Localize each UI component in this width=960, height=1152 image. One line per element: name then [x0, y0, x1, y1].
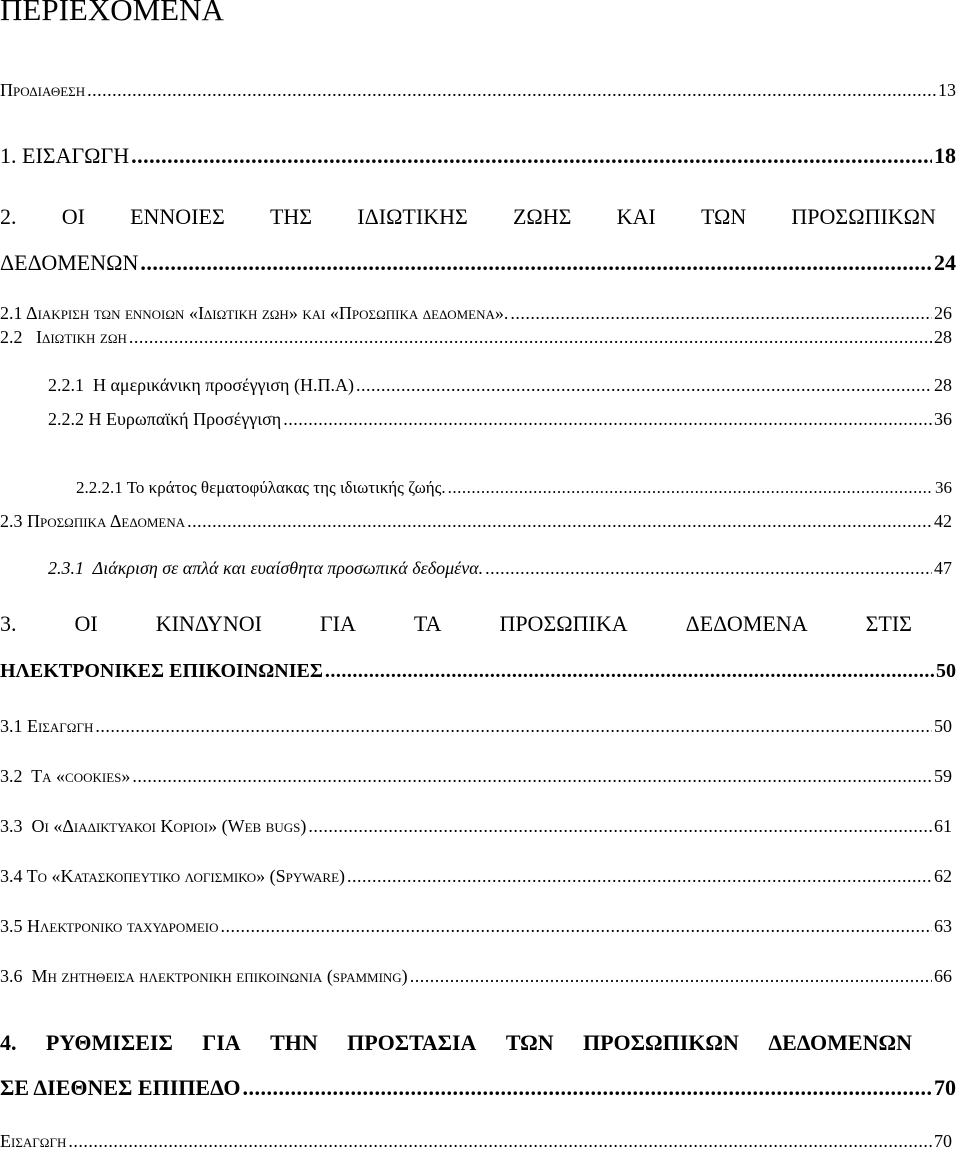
toc-entry-heading-line[interactable]	[0, 204, 936, 230]
toc-entry-page: 24	[934, 250, 956, 275]
dot-leader	[132, 766, 932, 787]
toc-entry-label: 3.6 Μη ζητηθεισα ηλεκτρονικη επικοινωνια (spamming)	[0, 966, 408, 986]
dot-leader	[308, 816, 932, 837]
toc-entry-heading-line[interactable]	[0, 611, 912, 637]
toc-entry[interactable]	[0, 716, 952, 737]
toc-entry-page: 42	[934, 511, 952, 531]
toc-entry-page: 13	[938, 80, 956, 100]
toc-entry-page: 28	[934, 375, 952, 395]
toc-entry-page: 63	[934, 916, 952, 936]
toc-heading-word: 2.	[0, 204, 17, 229]
toc-heading-word: ΠΡΟΣΤΑΣΙΑ	[347, 1030, 477, 1055]
toc-heading-word: ΠΡΟΣΩΠΙΚΩΝ	[582, 1030, 739, 1055]
toc-entry[interactable]	[0, 916, 952, 937]
toc-entry[interactable]	[0, 816, 952, 837]
toc-heading-word: ΙΔΙΩΤΙΚΗΣ	[357, 204, 468, 229]
toc-entry-page: 50	[936, 660, 956, 682]
toc-entry[interactable]	[0, 250, 956, 276]
toc-entry-page: 36	[934, 409, 952, 429]
toc-entry-label: ΔΕΔΟΜΕΝΩΝ	[0, 250, 139, 275]
toc-entry-page: 70	[934, 1075, 956, 1100]
toc-entry[interactable]	[0, 866, 952, 887]
dot-leader	[242, 1075, 932, 1101]
toc-heading-word: ΟΙ	[61, 204, 85, 229]
toc-entry-page: 61	[934, 816, 952, 836]
toc-heading-word: 4.	[0, 1030, 17, 1055]
dot-leader	[131, 143, 932, 169]
toc-entry[interactable]	[0, 143, 956, 169]
dot-leader	[485, 558, 932, 579]
toc-entry[interactable]	[48, 375, 952, 396]
toc-heading-word: ΡΥΘΜΙΣΕΙΣ	[45, 1030, 173, 1055]
toc-heading-word: ΣΤΙΣ	[865, 611, 912, 636]
dot-leader	[410, 966, 932, 987]
toc-entry[interactable]	[76, 478, 952, 498]
toc-heading-word: ΠΡΟΣΩΠΙΚΩΝ	[791, 204, 936, 229]
toc-entry[interactable]	[0, 1131, 952, 1152]
dot-leader	[448, 478, 933, 498]
toc-entry[interactable]	[0, 511, 952, 532]
dot-leader	[510, 303, 932, 324]
toc-entry-page: 62	[934, 866, 952, 886]
toc-heading-word: ΤΗΝ	[270, 1030, 318, 1055]
toc-entry-label: Εισαγωγη	[0, 1131, 67, 1151]
toc-heading-word: ΠΡΟΣΩΠΙΚΑ	[499, 611, 628, 636]
toc-heading-word: ΖΩΗΣ	[512, 204, 572, 229]
toc-entry-label: 3.1 Εισαγωγη	[0, 716, 94, 736]
page-title: ΠΕΡΙΕΧΟΜΕΝΑ	[0, 0, 224, 27]
toc-entry[interactable]	[0, 80, 956, 101]
dot-leader	[220, 916, 932, 937]
toc-entry-page: 50	[934, 716, 952, 736]
toc-entry-label: 3.5 Ηλεκτρονικο ταχυδρομειο	[0, 916, 219, 936]
toc-entry-label: 1. ΕΙΣΑΓΩΓΗ	[0, 143, 130, 168]
dot-leader	[87, 80, 936, 101]
toc-heading-word: ΓΙΑ	[202, 1030, 241, 1055]
toc-entry-page: 47	[934, 558, 952, 578]
toc-heading-word: ΚΑΙ	[616, 204, 656, 229]
toc-heading-word: ΓΙΑ	[319, 611, 356, 636]
toc-entry[interactable]	[48, 558, 952, 579]
toc-entry[interactable]	[0, 1075, 956, 1101]
toc-entry-label: 2.2.1 Η αμερικάνικη προσέγγιση (Η.Π.Α)	[48, 375, 354, 395]
toc-entry-label: 2.3 Προσωπικα Δεδομενα	[0, 511, 186, 531]
toc-entry-page: 28	[934, 327, 952, 347]
toc-entry[interactable]	[0, 660, 956, 683]
toc-entry[interactable]	[0, 327, 952, 348]
dot-leader	[68, 1131, 932, 1152]
toc-heading-word: ΚΙΝΔΥΝΟΙ	[155, 611, 262, 636]
toc-heading-word: ΔΕΔΟΜΕΝΩΝ	[768, 1030, 912, 1055]
toc-entry-page: 36	[935, 478, 952, 497]
toc-entry-page: 26	[934, 303, 952, 323]
toc-entry-page: 70	[934, 1131, 952, 1151]
dot-leader	[95, 716, 932, 737]
dot-leader	[283, 409, 932, 430]
toc-heading-word: ΕΝΝΟΙΕΣ	[130, 204, 225, 229]
toc-entry-page: 18	[934, 143, 956, 168]
toc-entry-page: 59	[934, 766, 952, 786]
toc-entry-label: 3.4 Το «Κατασκοπευτικο λογισμικο» (Spyware)	[0, 866, 346, 886]
toc-entry-label: ΗΛΕΚΤΡΟΝΙΚΕΣ ΕΠΙΚΟΙΝΩΝΙΕΣ	[0, 660, 323, 682]
toc-heading-word: ΤΩΝ	[700, 204, 747, 229]
toc-entry-label: Προδιαθεση	[0, 80, 86, 100]
toc-entry-label: 2.1 Διακριση των εννοιων «Ιδιωτικη ζωη» και «Προσωπικα δεδομενα».	[0, 303, 509, 323]
toc-heading-word: 3.	[0, 611, 17, 636]
toc-entry-label: 2.2 Ιδιωτικη ζωη	[0, 327, 127, 347]
dot-leader	[325, 660, 934, 683]
toc-entry[interactable]	[0, 766, 952, 787]
toc-heading-word: ΟΙ	[74, 611, 98, 636]
toc-heading-word: ΤΗΣ	[269, 204, 313, 229]
toc-entry[interactable]	[48, 409, 952, 430]
toc-entry-label: ΣΕ ΔΙΕΘΝΕΣ ΕΠΙΠΕΔΟ	[0, 1075, 241, 1100]
toc-heading-word: ΤΑ	[413, 611, 442, 636]
toc-entry-label: 2.2.2 Η Ευρωπαϊκή Προσέγγιση	[48, 409, 282, 429]
toc-entry-label: 3.2 Τα «cookies»	[0, 766, 131, 786]
toc-entry-label: 3.3 Οι «Διαδικτυακοι Κοριοι» (Web bugs)	[0, 816, 307, 836]
dot-leader	[356, 375, 932, 396]
dot-leader	[140, 250, 932, 276]
dot-leader	[187, 511, 932, 532]
toc-heading-word: ΔΕΔΟΜΕΝΑ	[685, 611, 808, 636]
toc-entry-label: 2.3.1 Διάκριση σε απλά και ευαίσθητα προσωπικά δεδομένα.	[48, 558, 484, 578]
toc-entry-label: 2.2.2.1 Το κράτος θεματοφύλακας της ιδιωτικής ζωής.	[76, 478, 446, 497]
toc-entry-page: 66	[934, 966, 952, 986]
dot-leader	[347, 866, 932, 887]
dot-leader	[129, 327, 932, 348]
toc-entry[interactable]	[0, 303, 952, 324]
toc-entry-heading-line[interactable]	[0, 1030, 912, 1056]
toc-heading-word: ΤΩΝ	[505, 1030, 554, 1055]
toc-entry[interactable]	[0, 966, 952, 987]
